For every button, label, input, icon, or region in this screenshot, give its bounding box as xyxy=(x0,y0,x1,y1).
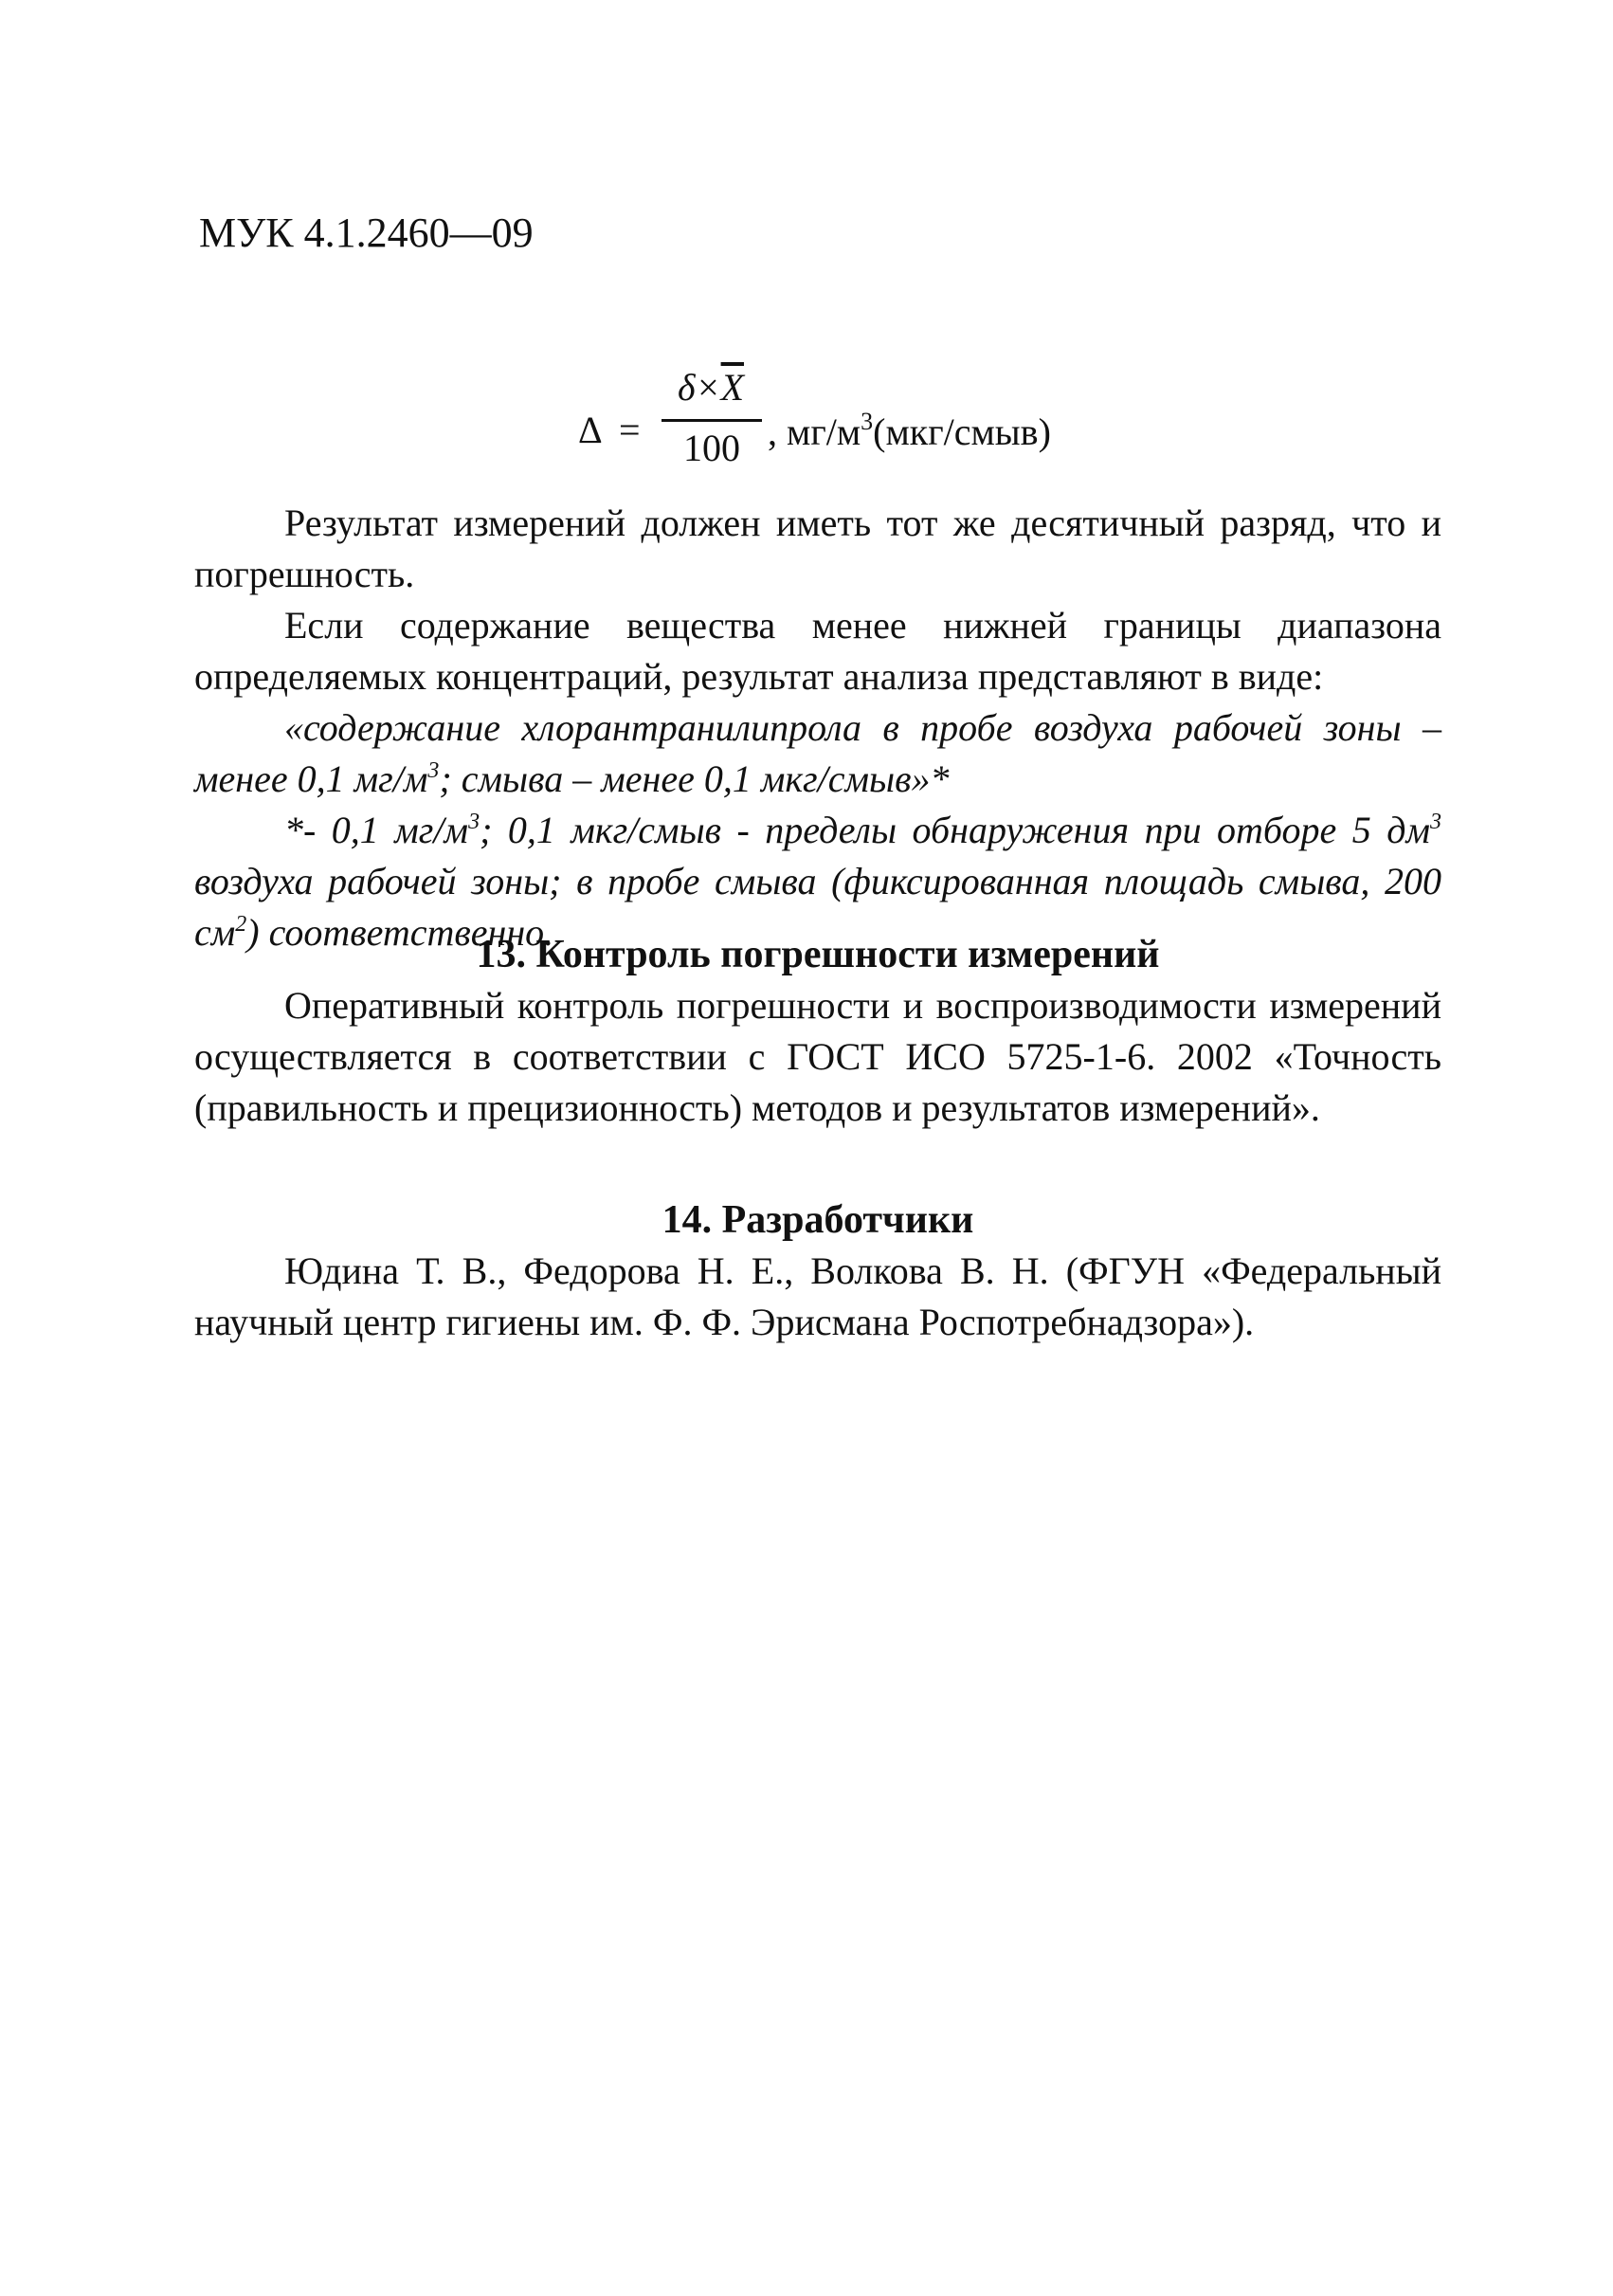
formula-equals: = xyxy=(619,409,641,451)
section-13 xyxy=(194,929,1441,1134)
section-13-title: 13. Контроль погрешности измерений xyxy=(476,933,1160,976)
footnote-text-1: *- 0,1 мг/м xyxy=(284,809,469,851)
result-precision-paragraph: Результат измерений должен иметь тот же десятичный разряд, что и погрешность. xyxy=(194,501,1441,595)
footnote-text-2: ; 0,1 мкг/смыв - пределы обнаружения при отборе 5 дм xyxy=(480,809,1430,851)
document-code-header: МУК 4.1.2460—09 xyxy=(199,210,534,256)
formula-units-sup: 3 xyxy=(861,408,874,435)
formula-delta: Δ xyxy=(578,409,603,451)
formula-units-suffix: (мкг/смыв) xyxy=(873,410,1051,453)
footnote-sup-1: 3 xyxy=(468,810,480,834)
formula-denominator: 100 xyxy=(683,427,740,469)
result-quote-paragraph xyxy=(194,702,1441,805)
footnote-text-4: ) соответственно. xyxy=(246,911,554,954)
footnote-sup-3: 2 xyxy=(235,912,247,937)
footnote-text-3: воздуха рабочей зоны; в пробе смыва (фиксированная площадь смыва, 200 см xyxy=(194,860,1441,954)
section-14-title: 14. Разработчики xyxy=(662,1198,974,1242)
quote-text-1: «содержание хлорантранилипрола в пробе воздуха рабочей зоны – менее 0,1 мг/м xyxy=(194,706,1441,800)
footnote-sup-2: 3 xyxy=(1430,810,1441,834)
results-section xyxy=(194,498,1441,958)
formula-numerator xyxy=(665,365,756,410)
error-formula xyxy=(578,365,1109,488)
formula-units-prefix: , мг/м xyxy=(768,410,861,453)
section-14-body: Юдина Т. В., Федорова Н. Е., Волкова В. Н. (ФГУН «Федеральный научный центр гигиены им. Ф. Ф. Эрисмана Роспотребнадзора»). xyxy=(194,1249,1441,1343)
quote-sup: 3 xyxy=(427,758,440,783)
quote-text-2: ; смыва – менее 0,1 мкг/смыв»* xyxy=(439,757,950,800)
below-range-paragraph: Если содержание вещества менее нижней границы диапазона определяемых концентраций, результат анализа представляют в виде: xyxy=(194,604,1441,698)
section-14 xyxy=(194,1194,1441,1348)
formula-x-mean: $\overline{X}$ xyxy=(720,366,745,409)
fraction-line xyxy=(662,419,762,422)
formula-times: × xyxy=(695,366,721,409)
section-13-body: Оперативный контроль погрешности и воспроизводимости измерений осуществляется в соответствии с ГОСТ ИСО 5725-1-6. 2002 «Точность (правильность и прецизионность) методов и результатов измерений». xyxy=(194,984,1441,1129)
formula-delta-small: δ xyxy=(677,366,696,409)
formula-units xyxy=(768,408,1051,454)
